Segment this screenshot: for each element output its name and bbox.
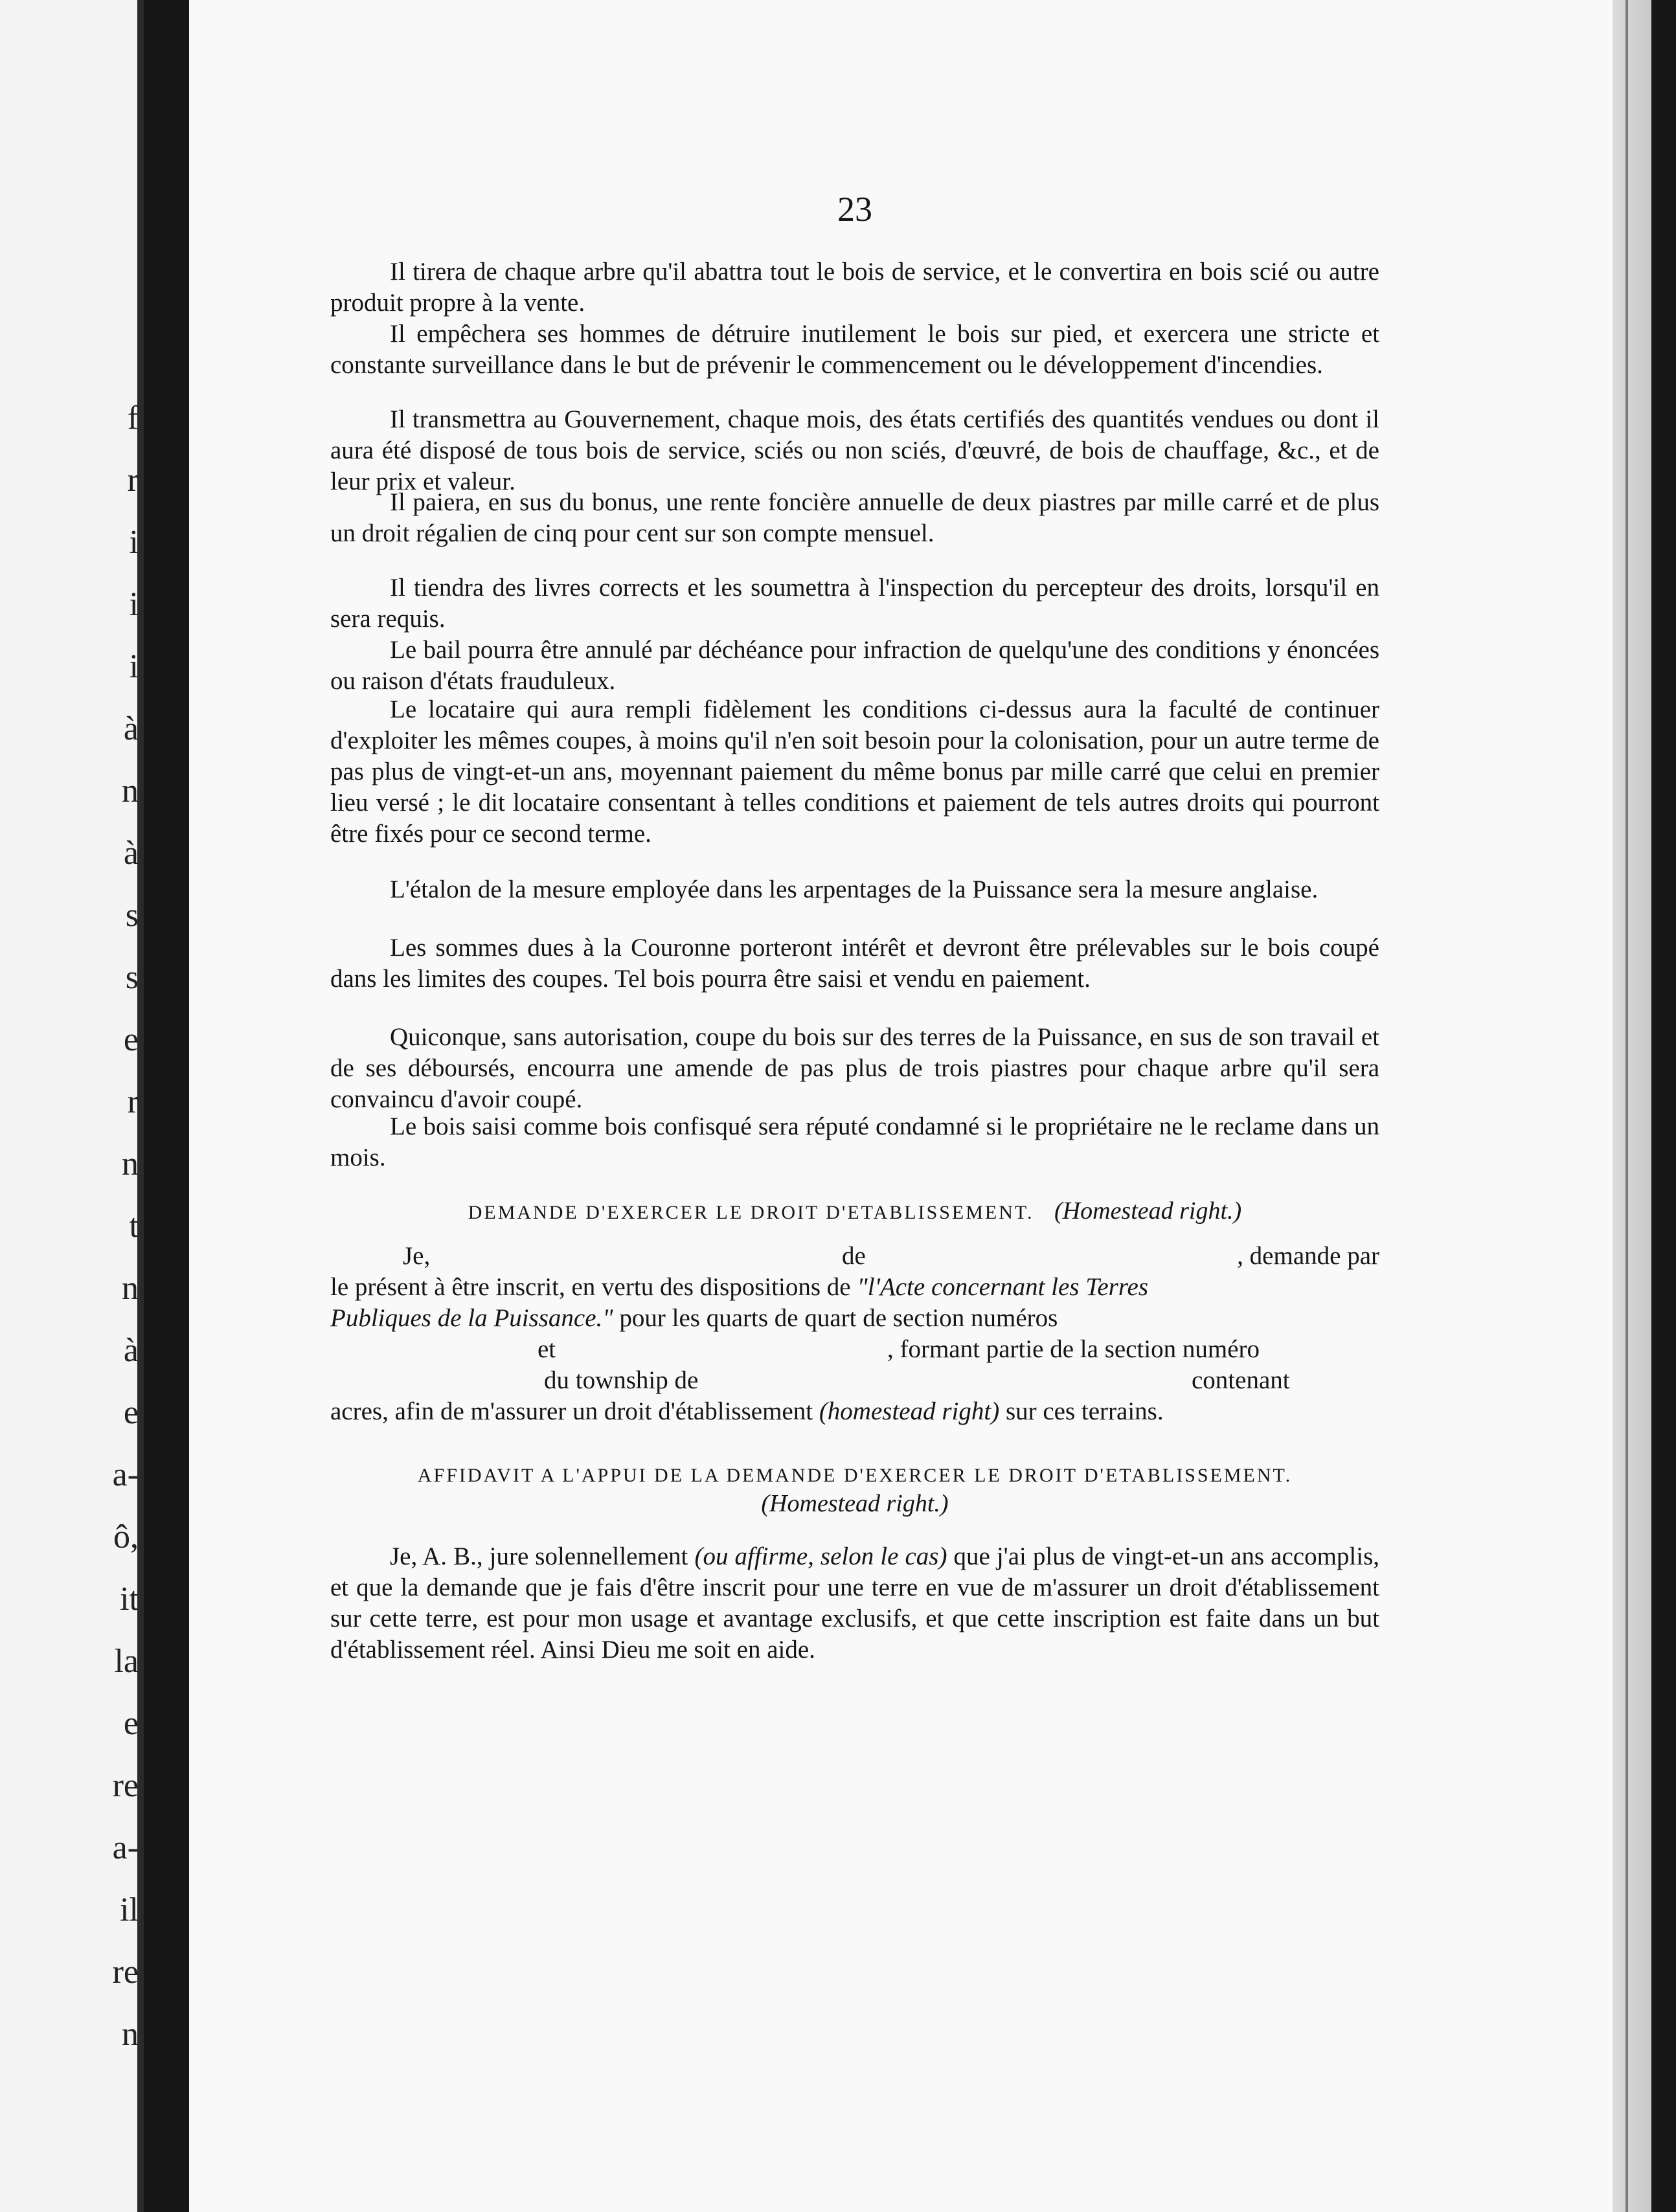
paragraph-11: Le bois saisi comme bois confisqué sera réputé condamné si le propriétaire ne le reclame dans un mois. [330,1112,1379,1171]
previous-page-fragment: n [122,2016,139,2053]
previous-page-fragment: n [122,1270,139,1307]
previous-page-fragment: re [112,1954,139,1991]
page-edge [1613,0,1651,2212]
page-number: 23 [837,190,872,229]
paragraph-4: Il paiera, en sus du bonus, une rente foncière annuelle de deux piastres par mille carré et de plus un droit régalien de cinq pour cent sur son compte mensuel. [330,488,1379,547]
previous-page-fragment: ô, [113,1518,139,1555]
heading-affidavit: AFFIDAVIT A L'APPUI DE LA DEMANDE D'EXERCER LE DROIT D'ETABLISSEMENT. [417,1465,1293,1486]
previous-page-fragment: a- [112,1829,139,1866]
previous-page-fragment: n [122,1146,139,1182]
previous-page-fragment: n [122,773,139,809]
previous-page-fragment: à [123,710,139,747]
previous-page-margin [0,0,144,2212]
previous-page-fragment: i [129,648,139,685]
paragraph-2: Il empêchera ses hommes de détruire inutilement le bois sur pied, et exercera une stricte et constante surveillance dans le but de prévenir le commencement ou le développement d'incendies. [330,320,1379,379]
previous-page-fragment: t [129,1208,139,1245]
paragraph-5: Il tiendra des livres corrects et les soumettra à l'inspection du percepteur des droits, lorsqu'il en sera requis. [330,574,1379,633]
previous-page-fragment: s [125,959,139,996]
form-line-2: le présent à être inscrit, en vertu des dispositions de "l'Acte concernant les Terres [330,1273,1149,1301]
paragraph-7: Le locataire qui aura rempli fidèlement les conditions ci-dessus aura la faculté de continuer d'exploiter les mêmes coupes, à moins qu'il n'en soit besoin pour la colonisation, pour un autre terme de pas plus de vingt-et-un ans, moyennant paiement du même bonus par mille carré que celui en premier lieu versé ; le dit locataire consentant à telles conditions et paiement de tels autres droits qui pourront être fixés pour ce second terme. [330,695,1379,848]
previous-page-fragment: i [129,586,139,623]
affidavit-text: Je, A. B., jure solennellement (ou affirme, selon le cas) que j'ai plus de vingt-et-un ans accomplis, et que la demande que je fais d'être inscrit pour une terre en vue de m'assurer un droit d'établissement sur cette terre, est pour mon usage et avantage exclusifs, et que cette inscription est faite dans un but d'établissement réel. Ainsi Dieu me soit en aide. [330,1542,1380,1664]
previous-page-fragment: à [123,835,139,872]
previous-page-fragment: la [114,1643,139,1680]
paragraph-10: Quiconque, sans autorisation, coupe du bois sur des terres de la Puissance, en sus de son travail et de ses déboursés, encourra une amende de pas plus de trois piastres pour chaque arbre qu'il sera convaincu d'avoir coupé. [330,1023,1379,1113]
paragraph-9: Les sommes dues à la Couronne porteront intérêt et devront être prélevables sur le bois coupé dans les limites des coupes. Tel bois pourra être saisi et vendu en paiement. [330,934,1379,993]
previous-page-fragment: it [120,1581,139,1618]
previous-page-fragment: à [123,1332,139,1369]
previous-page-fragment: e [123,1394,139,1431]
previous-page-fragment: il [120,1891,139,1928]
previous-page-fragment: r [127,1083,139,1120]
previous-page-fragment: i [129,524,139,561]
paragraph-8: L'étalon de la mesure employée dans les arpentages de la Puissance sera la mesure anglaise. [390,875,1319,903]
previous-page-fragment: a- [112,1456,139,1493]
page-edge-line [1625,0,1628,2212]
heading-demande: DEMANDE D'EXERCER LE DROIT D'ETABLISSEMENT. (Homestead right.) [468,1197,1242,1224]
previous-page-fragment: e [123,1705,139,1742]
form-line-6: acres, afin de m'assurer un droit d'établissement (homestead right) sur ces terrains. [330,1397,1164,1425]
paragraph-6: Le bail pourra être annulé par déchéance pour infraction de quelqu'une des conditions y énoncées ou raison d'états frauduleux. [330,636,1379,695]
previous-page-fragment: s [125,897,139,934]
previous-page-fragment: f [127,400,139,436]
previous-page-fragment: r [127,462,139,499]
form-line-3: Publiques de la Puissance." pour les quarts de quart de section numéros [330,1304,1058,1332]
paragraph-1: Il tirera de chaque arbre qu'il abattra tout le bois de service, et le convertira en bois scié ou autre produit propre à la vente. [330,258,1379,317]
paragraph-3: Il transmettra au Gouvernement, chaque mois, des états certifiés des quantités vendues ou dont il aura été disposé de tous bois de service, sciés ou non sciés, d'œuvré, de bois de chauffage, &c., et de leur prix et valeur. [330,405,1379,495]
heading-affidavit-sub: (Homestead right.) [761,1490,949,1517]
previous-page-fragment: e [123,1021,139,1058]
document-page: 23 Il tirera de chaque arbre qu'il abattra tout le bois de service, et le convertira en bois scié ou autre produit propre à la vente. Il empêchera ses hommes de détruire inutilement le bois sur pied, et exercera une stricte et constante surveillance dans le but de prévenir le commencement ou le développement d'incendies. Il transmettra au Gouvernement, chaque mois, des états certifiés des quantités vendues ou dont il aura été disposé de tous bois de service, sciés ou non sciés, d'œuvré, de bois de chauffage, &c., et de leur prix et valeur. Il paiera, en sus du bonus, une rente foncière annuelle de deux piastres par mille carré et de plus un droit régalien de cinq pour cent sur son compte mensuel. Il tiendra des livres corrects et les soumettra à l'inspection du percepteur des droits, lorsqu'il en sera requis. Le bail pourra être annulé par déchéance pour infraction de quelqu'une des conditions y énoncées ou raison d'états frauduleux. Le locataire qui aura rempli fidèlement les conditions ci-dessus aura la faculté de continuer d'exploiter les mêmes coupes, à moins qu'il n'en soit besoin pour la colonisation, pour un autre terme de pas plus de vingt-et-un ans, moyennant paiement du même bonus par mille carré que celui en premier lieu versé ; le dit locataire consentant à telles conditions et paiement de tels autres droits qui pourront être fixés pour ce second terme. L'étalon de la mesure employée dans les arpentages de la Puissance sera la mesure anglaise. Les sommes dues à la Couronne porteront intérêt et devront être prélevables sur le bois coupé dans les limites des coupes. Tel bois pourra être saisi et vendu en paiement. Quiconque, sans autorisation, coupe du bois sur des terres de la Puissance, en sus de son travail et de ses déboursés, encourra une amende de pas plus de trois piastres pour chaque arbre qu'il sera convaincu d'avoir coupé. Le bois saisi comme bois confisqué sera réputé condamné si le propriétaire ne le reclame dans un mois. DEMANDE D'EXERCER LE DROIT D'ETABLISSEMENT. (Homestead right.) Je, de , demande par le présent à être inscrit, en vertu des dispositions de "l'Acte concernant les Terres Publiques de la Puissance." pour les quarts de quart de section numéros et , formant partie de la section numéro du township de contenant acres, afin de m'assurer un droit d'établissement (homestead right) sur ces terrains. AFFIDAVIT A L'APPUI DE LA DEMANDE D'EXERCER LE DROIT D'ETABLISSEMENT. (Homestead right.) Je, A. B., jure solennellement (ou affirme, selon le cas) que j'ai plus de vingt-et-un ans accomplis, et que la demande que je fais d'être inscrit pour une terre en vue de m'assurer un droit d'établissement sur cette terre, est pour mon usage et avantage exclusifs, et que cette inscription est faite dans un but d'établissement réel. Ainsi Dieu me soit en aide. [189,0,1613,2212]
previous-page-fragment: re [112,1767,139,1804]
